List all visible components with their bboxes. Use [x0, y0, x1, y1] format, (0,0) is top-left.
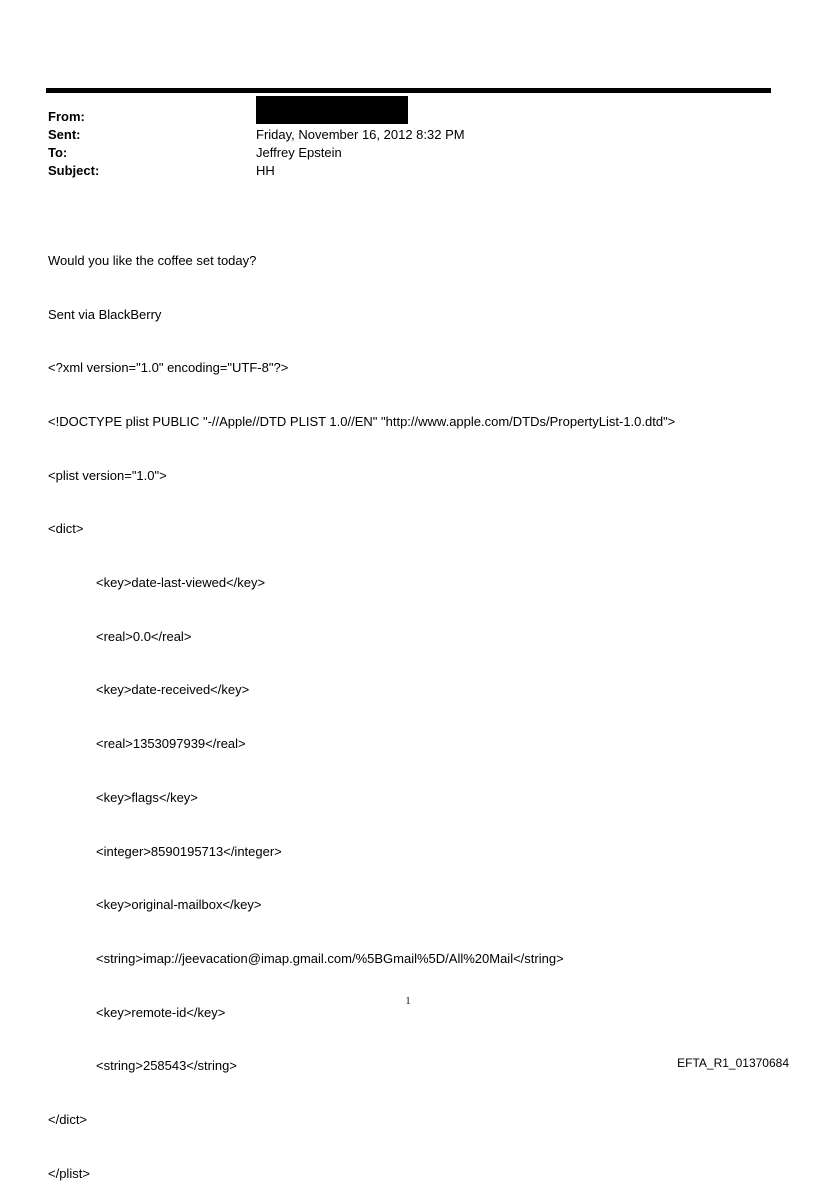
- email-body: [48, 216, 675, 1201]
- body-line: <key>date-received</key>: [96, 682, 250, 698]
- to-row: [48, 144, 465, 162]
- body-line: <key>flags</key>: [96, 789, 198, 805]
- body-line: <real>0.0</real>: [96, 628, 192, 644]
- body-line: Sent via BlackBerry: [48, 306, 162, 322]
- body-line: <string>258543</string>: [96, 1058, 237, 1074]
- page-number: 1: [405, 996, 411, 1007]
- body-line: <?xml version="1.0" encoding="UTF-8"?>: [48, 360, 289, 376]
- document-id: EFTA_R1_01370684: [677, 1056, 789, 1070]
- sent-row: [48, 126, 465, 144]
- body-line: <key>original-mailbox</key>: [96, 897, 262, 913]
- from-label: From:: [48, 109, 85, 124]
- body-line: <string>imap://jeevacation@imap.gmail.com/%5BGmail%5D/All%20Mail</string>: [96, 950, 564, 966]
- body-line: <integer>8590195713</integer>: [96, 843, 282, 859]
- sent-value: Friday, November 16, 2012 8:32 PM: [256, 127, 465, 142]
- body-line: </dict>: [48, 1112, 88, 1128]
- to-value: Jeffrey Epstein: [256, 145, 342, 160]
- header-rule: [46, 88, 771, 93]
- to-label: To:: [48, 145, 68, 160]
- body-line: <key>remote-id</key>: [96, 1004, 226, 1020]
- subject-value: HH: [256, 163, 275, 178]
- body-line: <!DOCTYPE plist PUBLIC "-//Apple//DTD PLIST 1.0//EN" "http://www.apple.com/DTDs/PropertyList-1.0.dtd">: [48, 413, 676, 429]
- body-line: </plist>: [48, 1165, 90, 1181]
- from-row: [48, 108, 465, 126]
- sent-label: Sent:: [48, 127, 81, 142]
- body-line: <key>date-last-viewed</key>: [96, 575, 266, 591]
- body-line: Would you like the coffee set today?: [48, 252, 257, 268]
- subject-label: Subject:: [48, 163, 100, 178]
- body-line: <real>1353097939</real>: [96, 736, 246, 752]
- subject-row: [48, 162, 465, 180]
- body-line: <plist version="1.0">: [48, 467, 167, 483]
- email-header: [48, 108, 465, 180]
- body-line: <dict>: [48, 521, 84, 537]
